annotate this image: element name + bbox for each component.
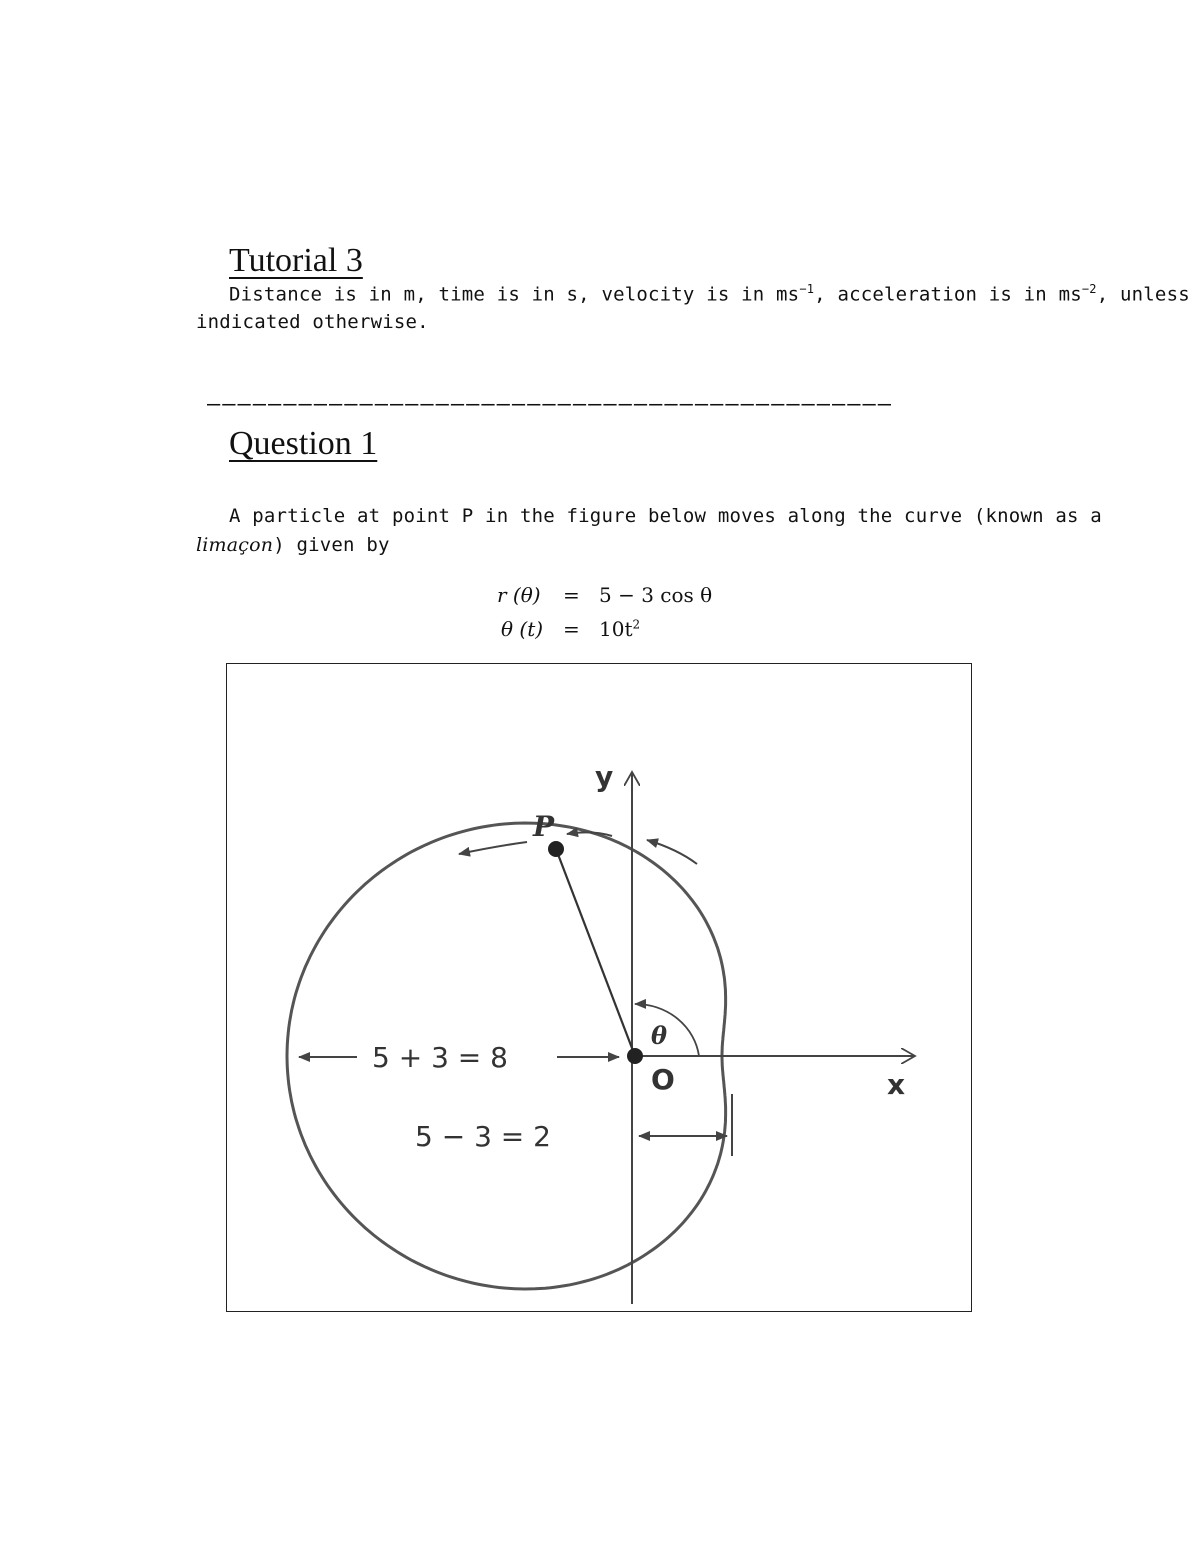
units-text-a: Distance is in m, time is in s, velocity is in ms bbox=[229, 283, 800, 306]
eq1-lhs: r (θ) bbox=[497, 583, 541, 607]
motion-arrow-3 bbox=[647, 840, 697, 864]
units-note-line1 bbox=[229, 282, 1190, 305]
units-exp-1: −1 bbox=[799, 282, 815, 296]
eq1-sign: = bbox=[563, 583, 580, 607]
origin-label: O bbox=[651, 1063, 675, 1096]
eq2-sign: = bbox=[563, 617, 580, 641]
y-axis-label: y bbox=[595, 760, 614, 793]
point-p bbox=[548, 841, 564, 857]
eq2-rhs bbox=[599, 617, 640, 641]
eq2-base: 10t bbox=[599, 617, 633, 641]
units-text-c: , unless bbox=[1096, 283, 1190, 306]
units-text-b: , acceleration is in ms bbox=[814, 283, 1082, 306]
x-axis-label: x bbox=[887, 1068, 906, 1101]
dim-8-label: 5 + 3 = 8 bbox=[372, 1041, 508, 1074]
limacon-diagram bbox=[227, 664, 973, 1313]
tutorial-title: Tutorial 3 bbox=[229, 242, 363, 279]
question-title: Question 1 bbox=[229, 425, 378, 462]
motion-arrow-2 bbox=[567, 832, 612, 836]
question-text-line2 bbox=[196, 534, 390, 556]
question-text-line1: A particle at point P in the figure below moves along the curve (known as a bbox=[229, 505, 1102, 527]
theta-label: θ bbox=[651, 1021, 668, 1050]
motion-arrow-1 bbox=[459, 842, 527, 854]
limacon-term: limaçon bbox=[196, 534, 274, 556]
limacon-figure bbox=[226, 663, 972, 1312]
point-p-label: P bbox=[533, 810, 555, 843]
radius-line bbox=[556, 849, 635, 1056]
question-text-rest: ) given by bbox=[273, 534, 390, 556]
separator-line: ––––––––––––––––––––––––––––––––––––––––––––– bbox=[207, 392, 894, 417]
origin-point bbox=[627, 1048, 643, 1064]
eq2-exp: 2 bbox=[632, 617, 641, 632]
eq2-lhs: θ (t) bbox=[501, 617, 544, 641]
units-note-line2: indicated otherwise. bbox=[196, 311, 429, 333]
dim-2-label: 5 − 3 = 2 bbox=[415, 1120, 551, 1153]
units-exp-2: −2 bbox=[1081, 282, 1097, 296]
eq1-rhs: 5 − 3 cos θ bbox=[599, 583, 713, 607]
